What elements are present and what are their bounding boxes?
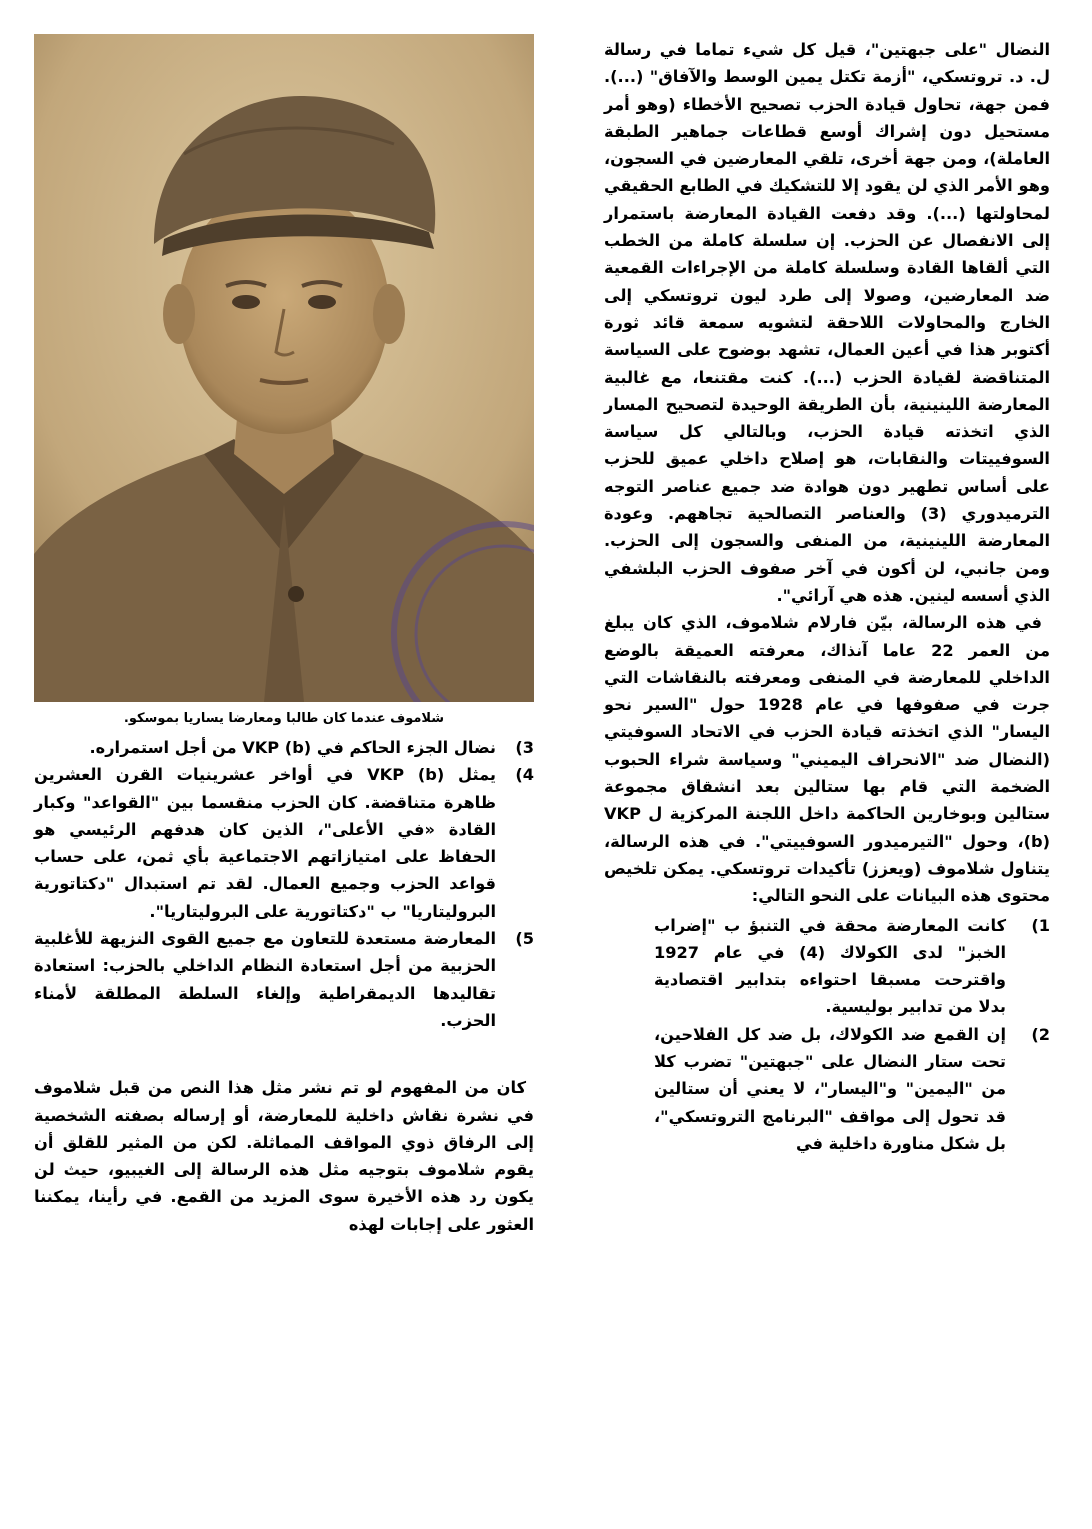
left-paragraph: كان من المفهوم لو تم نشر مثل هذا النص من قبل شلاموف في نشرة نقاش داخلية للمعارضة، أو إرساله بصفته الشخصية إلى الرفاق ذوي المواقف المماثلة. لكن من المثير للقلق أن يقوم شلاموف بتوجيه مثل هذه الرسالة إلى الغيبيو، حيث لن يكون رد هذه الأخيرة سوى المزيد من القمع. في رأينا، يمكننا العثور على إجابات لهذه: [34, 1078, 534, 1234]
list-item: [604, 1021, 1050, 1157]
portrait-illustration: [34, 34, 534, 702]
right-paragraph-1: النضال "على جبهتين"، قيل كل شيء تماما في رسالة ل. د. تروتسكي، "أزمة تكتل يمين الوسط والآفاق" (...). فمن جهة، تحاول قيادة الحزب تصحيح الأخطاء (وهو أمر مستحيل دون إشراك أوسع قطاعات جماهير الطبقة العاملة)، ومن جهة أخرى، تلقي المعارضين في السجون، وهو الأمر الذي لن يقود إلا للتشكيك في الطابع الحقيقي لمحاولتها (...). وقد دفعت القيادة المعارضة باستمرار إلى الانفصال عن الحزب. إن سلسلة كاملة من الخطب التي ألقاها القادة وسلسلة كاملة من الإجراءات القمعية ضد المعارضين، وصولا إلى طرد ليون تروتسكي إلى الخارج والمحاولات اللاحقة لتشويه سمعة قائد ثورة أكتوبر هذا في أعين العمال، تشهد بوضوح على السياسة المتناقضة لقيادة الحزب (...). كنت مقتنعا، مع غالبية المعارضة اللينينية، بأن الطريقة الوحيدة لتصحيح المسار الذي اتخذته قيادة الحزب، وبالتالي كل سياسة السوفييتات والنقابات، هو إصلاح داخلي عميق للحزب على أساس تطهير دون هوادة ضد جميع عناصر التوجه الترميدوري (3) والعناصر التصالحية تجاههم. وعودة المعارضة اللينينية، من المنفى والسجون إلى الحزب. ومن جانبي، لن أكون في آخر صفوف الحزب البلشفي الذي أسسه لينين. هذه هي آرائي".: [604, 40, 1050, 605]
list-item: [34, 925, 534, 1034]
list-item-number: 5): [515, 929, 534, 949]
list-item-text: نضال الجزء الحاكم في VKP (b) من أجل استمراره.: [89, 738, 496, 757]
list-item-number: 1): [1031, 915, 1050, 935]
list-item-text: إن القمع ضد الكولاك، بل ضد كل الفلاحين، تحت ستار النضال على "جبهتين" تضرب كلا من "اليمين" و"اليسار"، لا يعني أن ستالين قد تحول إلى مواقف "البرنامج التروتسكي"، بل شكل مناورة داخلية في: [654, 1024, 1006, 1153]
list-item-text: كانت المعارضة محقة في التنبؤ ب "إضراب الخبز" لدى الكولاك (4) في عام 1927 واقترحت مسبقا احتواءه بتدابير اقتصادية بدلا من تدابير بوليسية.: [654, 915, 1006, 1017]
list-item-number: 3): [515, 738, 534, 757]
list-item: [34, 734, 534, 761]
right-numbered-list: [604, 912, 1050, 1158]
list-item-text: المعارضة مستعدة للتعاون مع جميع القوى النزيهة للأغلبية الحزبية من أجل استعادة النظام الداخلي بالحزب: استعادة تقاليدها الديمقراطية وإلغاء السلطة المطلقة لأمناء الحزب.: [34, 929, 496, 1030]
list-item-number: 2): [1031, 1024, 1050, 1044]
left-numbered-list: [34, 734, 534, 1034]
list-item: [34, 761, 534, 925]
list-item-text: يمثل VKP (b) في أواخر عشرينيات القرن العشرين ظاهرة متناقضة. كان الحزب منقسما بين "القواعد" وكبار القادة «في الأعلى"، الذين كان هدفهم الرئيسي هو الحفاظ على امتيازاتهم الاجتماعية بأي ثمن، على حساب قواعد الحزب وجميع العمال. لقد تم استبدال "دكتاتورية البروليتاريا" ب "دكتاتورية على البروليتاريا".: [34, 765, 496, 921]
right-paragraph-2: في هذه الرسالة، بيّن فارلام شلاموف، الذي كان يبلغ من العمر 22 عاما آنذاك، معرفته العميقة بالوضع الداخلي للمعارضة في المنفى ومعرفته بالنقاشات التي جرت في صفوفها في عام 1928 حول "السير نحو اليسار" الذي اتخذته قيادة الحزب في الاتحاد السوفيتي (النضال ضد "الانحراف اليميني" وسياسة شراء الحبوب الضخمة التي قام بها ستالين بعد انشقاق مجموعة ستالين وبوخارين الحاكمة داخل اللجنة المركزية ل VKP (b)، وحول "التيرميدور السوفييتي". في هذه الرسالة، يتناول شلاموف (ويعزز) تأكيدات تروتسكي. يمكن تلخيص محتوى هذه البيانات على النحو التالي:: [604, 613, 1050, 906]
list-item-number: 4): [515, 765, 534, 785]
photo-caption: شلاموف عندما كان طالبا ومعارضا يساريا بموسكو.: [123, 711, 445, 726]
right-text-column: [604, 36, 1050, 1157]
list-item: [604, 912, 1050, 1021]
left-column: [34, 34, 534, 1238]
portrait-photo: [34, 34, 534, 702]
